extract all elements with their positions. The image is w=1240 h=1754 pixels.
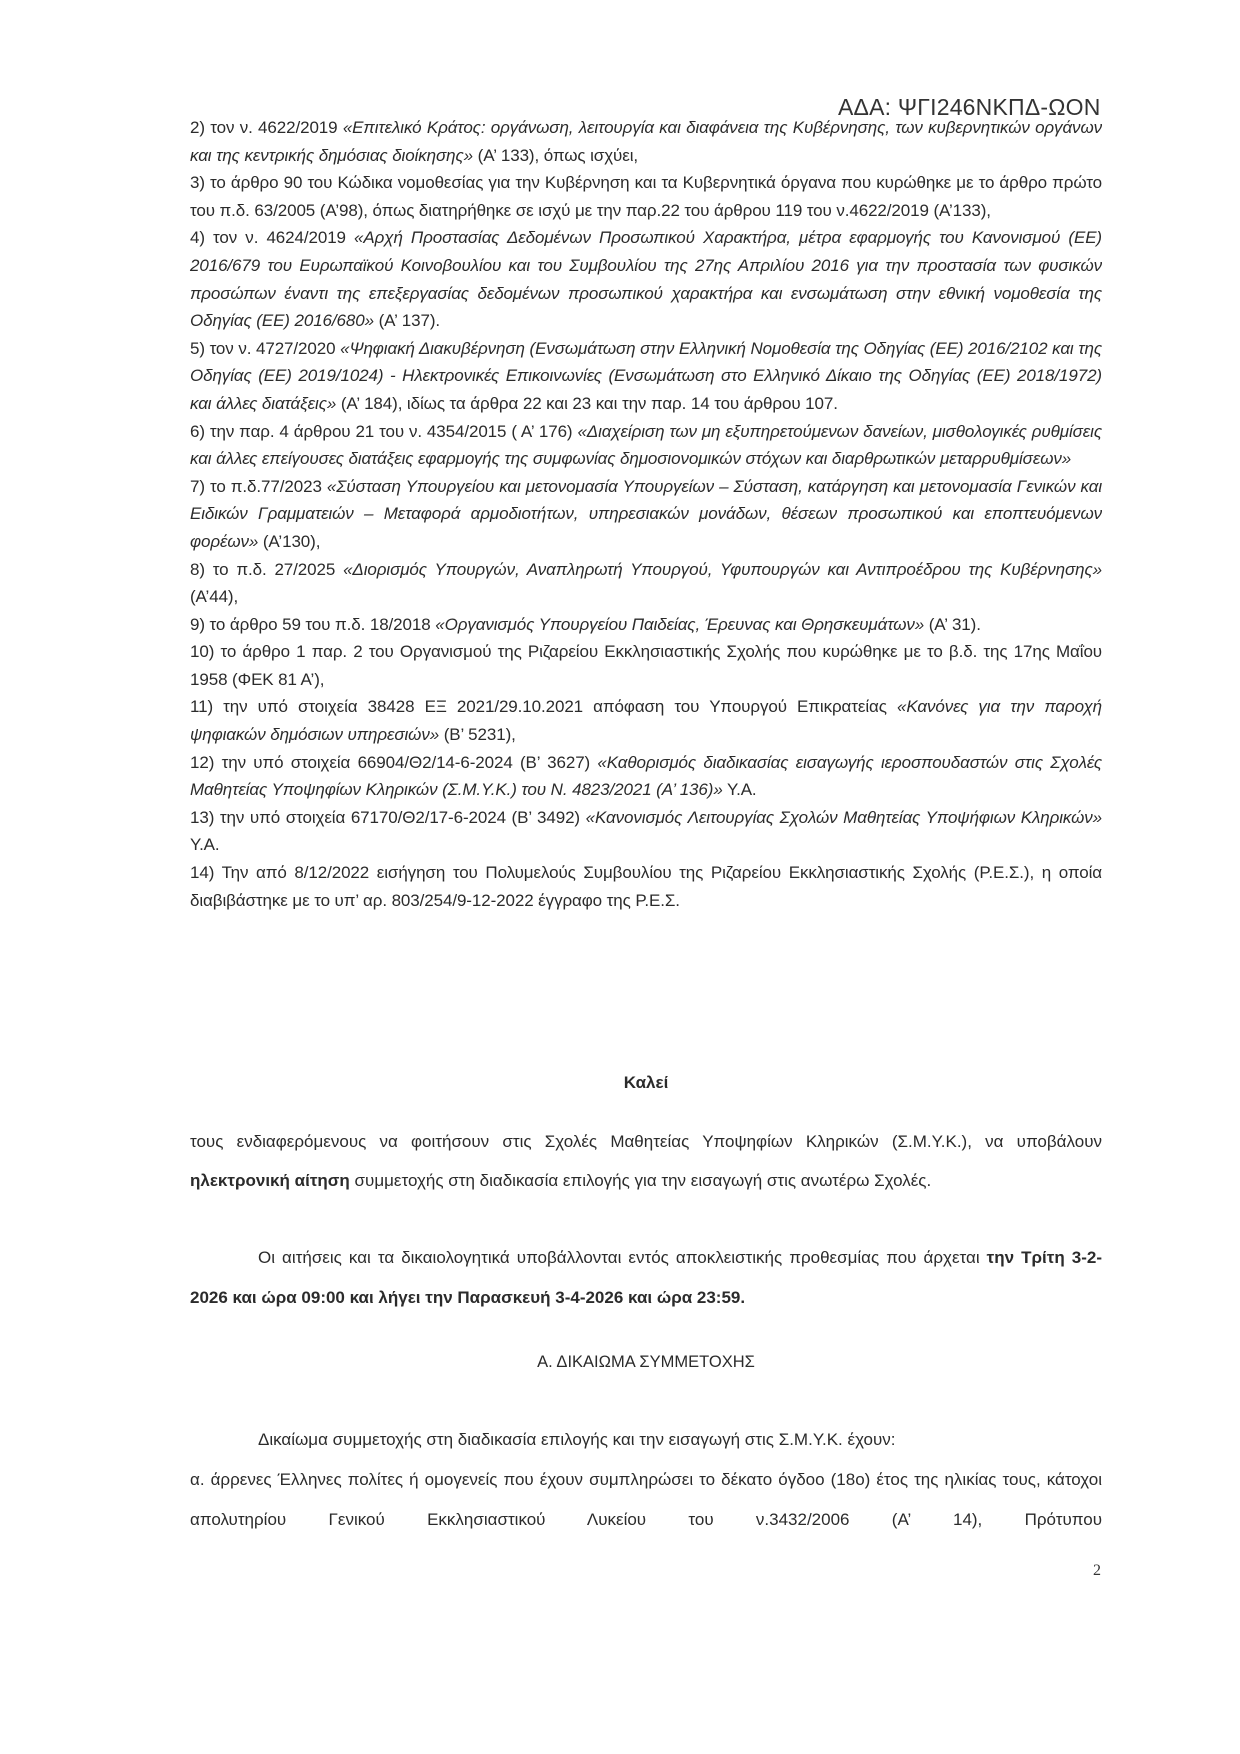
- reference-number: 11): [190, 697, 214, 717]
- reference-item: [190, 638, 1102, 693]
- reference-number: 5): [190, 338, 205, 358]
- reference-title: «Επιτελικό Κράτος: οργάνωση, λειτουργία και διαφάνεια της Κυβέρνησης, των κυβερνητικών οργάνων και της κεντρικής δημόσιας διοίκησης»: [190, 118, 1102, 165]
- reference-suffix: (Α’ 31).: [924, 614, 981, 634]
- page-number: 2: [1093, 1562, 1101, 1579]
- reference-number: 6): [190, 421, 205, 441]
- reference-number: 2): [190, 118, 205, 137]
- reference-item: [190, 749, 1102, 804]
- reference-text: τον ν. 4622/2019: [210, 118, 343, 137]
- deadline-dates: την Τρίτη 3-2-2026 και ώρα 09:00 και λήγει την Παρασκευή 3-4-2026 και ώρα 23:59.: [190, 1248, 1102, 1307]
- call-text-start: τους ενδιαφερόμενους να φοιτήσουν στις Σχολές Μαθητείας Υποψηφίων Κληρικών (Σ.Μ.Υ.Κ.), να υποβάλουν: [190, 1132, 1102, 1151]
- reference-title: «Οργανισμός Υπουργείου Παιδείας, Έρευνας και Θρησκευμάτων»: [435, 614, 925, 634]
- reference-title: «Αρχή Προστασίας Δεδομένων Προσωπικού Χαρακτήρα, μέτρα εφαρμογής του Κανονισμού (ΕΕ) 2016/679 του Ευρωπαϊκού Κοινοβουλίου και του Συμβουλίου της 27ης Απριλίου 2016 για την προστασία των φυσικών προσώπων έναντι της επεξεργασίας δεδομένων προσωπικού χαρακτήρα και ενσωμάτωση στην εθνική νομοθεσία της Οδηγίας (ΕΕ) 2016/680»: [190, 228, 1102, 331]
- reference-number: 9): [190, 614, 205, 634]
- call-heading: Καλεί: [623, 1073, 669, 1092]
- reference-text: το π.δ. 27/2025: [212, 559, 344, 579]
- rights-intro: Δικαίωμα συμμετοχής στη διαδικασία επιλογής και την εισαγωγή στις Σ.Μ.Υ.Κ. έχουν:: [258, 1430, 896, 1449]
- reference-item: [190, 693, 1102, 748]
- reference-item: [190, 114, 1102, 169]
- reference-title: «Διαχείριση των μη εξυπηρετούμενων δανείων, μισθολογικές ρυθμίσεις και άλλες επείγουσες διατάξεις εφαρμογής της συμφωνίας δημοσιονομικών στόχων και διαρθρωτικών μεταρρυθμίσεων»: [190, 421, 1103, 469]
- reference-text: την υπό στοιχεία 67170/Θ2/17-6-2024 (Β’ 3492): [219, 807, 586, 827]
- reference-suffix: Υ.Α.: [190, 835, 220, 855]
- reference-suffix: (Α’130),: [258, 531, 321, 551]
- reference-number: 8): [190, 559, 205, 579]
- reference-number: 12): [190, 752, 215, 772]
- reference-number: 10): [190, 642, 215, 662]
- deadline-text: [190, 1238, 1102, 1318]
- reference-item: [190, 859, 1102, 914]
- reference-number: 3): [190, 173, 205, 193]
- reference-text: το άρθρο 90 του Κώδικα νομοθεσίας για την Κυβέρνηση και τα Κυβερνητικά όργανα που κυρώθηκε με το άρθρο πρώτο του π.δ. 63/2005 (Α’98), όπως διατηρήθηκε σε ισχύ με την παρ.22 του άρθρου 119 του ν.4622/2019 (Α’133),: [190, 173, 1102, 220]
- reference-suffix: (Α’44),: [190, 587, 239, 607]
- reference-title: «Καθορισμός διαδικασίας εισαγωγής ιεροσπουδαστών στις Σχολές Μαθητείας Υποψηφίων Κληρικών (Σ.Μ.Υ.Κ.) του Ν. 4823/2021 (Α’ 136)»: [190, 752, 1102, 800]
- section-a-heading: Α. ΔΙΚΑΙΩΜΑ ΣΥΜΜΕΤΟΧΗΣ: [537, 1353, 755, 1371]
- reference-text: το π.δ.77/2023: [210, 476, 327, 496]
- reference-suffix: (Α’ 137).: [373, 311, 441, 331]
- reference-number: 4): [190, 228, 205, 248]
- reference-suffix: (Α’ 133), όπως ισχύει,: [473, 145, 638, 165]
- reference-title: «Κανόνες για την παροχή ψηφιακών δημόσιων υπηρεσιών»: [190, 697, 1103, 745]
- reference-item: [190, 169, 1102, 224]
- reference-item: [190, 804, 1102, 859]
- reference-item: [190, 473, 1102, 556]
- call-paragraph: [190, 1122, 1102, 1200]
- legal-references-list: [190, 114, 1102, 914]
- reference-text: Την από 8/12/2022 εισήγηση του Πολυμελούς Συμβουλίου της Ριζαρείου Εκκλησιαστικής Σχολής (Ρ.Ε.Σ.), η οποία διαβιβάστηκε με το υπ’ αρ. 803/254/9-12-2022 έγγραφο της Ρ.Ε.Σ.: [190, 863, 1102, 910]
- reference-number: 14): [190, 863, 215, 883]
- reference-item: [190, 611, 1102, 639]
- reference-title: «Διορισμός Υπουργών, Αναπληρωτή Υπουργού, Υφυπουργών και Αντιπροέδρου της Κυβέρνησης»: [343, 559, 1102, 579]
- reference-suffix: (Α’ 184), ιδίως τα άρθρα 22 και 23 και την παρ. 14 του άρθρου 107.: [336, 393, 838, 413]
- reference-text: το άρθρο 59 του π.δ. 18/2018: [209, 614, 436, 634]
- reference-item: [190, 418, 1102, 473]
- reference-suffix: Υ.Α.: [722, 780, 757, 800]
- reference-text: τον ν. 4727/2020: [209, 338, 341, 358]
- rights-item-a: α. άρρενες Έλληνες πολίτες ή ομογενείς που έχουν συμπληρώσει το δέκατο όγδοο (18ο) έτος της ηλικίας τους, κάτοχοι απολυτηρίου Γενικού Εκκλησιαστικού Λυκείου του ν.3432/2006 (Α’ 14), Πρότυπου: [190, 1470, 1102, 1529]
- reference-number: 7): [190, 476, 205, 496]
- reference-text: το άρθρο 1 παρ. 2 του Οργανισμού της Ριζαρείου Εκκλησιαστικής Σχολής που κυρώθηκε με το β.δ. της 17ης Μαΐου 1958 (ΦΕΚ 81 Α’),: [190, 642, 1103, 689]
- participation-rights: [190, 1420, 1102, 1540]
- reference-item: [190, 224, 1102, 334]
- reference-text: την υπό στοιχεία 66904/Θ2/14-6-2024 (Β’ 3627): [221, 752, 598, 772]
- reference-suffix: (Β’ 5231),: [439, 725, 516, 745]
- deadline-paragraph: [190, 1238, 1102, 1318]
- reference-title: «Σύσταση Υπουργείου και μετονομασία Υπουργείων – Σύσταση, κατάργηση και μετονομασία Γενικών και Ειδικών Γραμματειών – Μεταφορά αρμοδιοτήτων, υπηρεσιακών μονάδων, θέσεων προσωπικού και εποπτευόμενων φορέων»: [190, 476, 1103, 551]
- reference-title: «Ψηφιακή Διακυβέρνηση (Ενσωμάτωση στην Ελληνική Νομοθεσία της Οδηγίας (ΕΕ) 2016/2102 και της Οδηγίας (ΕΕ) 2019/1024) - Ηλεκτρονικές Επικοινωνίες (Ενσωμάτωση στο Ελληνικό Δίκαιο της Οδηγίας (ΕΕ) 2018/1972) και άλλες διατάξεις»: [190, 338, 1102, 413]
- deadline-text-start: Οι αιτήσεις και τα δικαιολογητικά υποβάλλονται εντός αποκλειστικής προθεσμίας που άρχεται: [258, 1248, 987, 1267]
- call-text-end: συμμετοχής στη διαδικασία επιλογής για την εισαγωγή στις ανωτέρω Σχολές.: [349, 1171, 932, 1190]
- reference-text: την παρ. 4 άρθρου 21 του ν. 4354/2015 ( Α’ 176): [209, 421, 578, 441]
- reference-item: [190, 556, 1102, 611]
- ada-document-id: ΑΔΑ: ΨΓΙ246ΝΚΠΔ-ΩΟΝ: [838, 94, 1101, 120]
- reference-number: 13): [190, 807, 215, 827]
- reference-text: την υπό στοιχεία 38428 ΕΞ 2021/29.10.2021 απόφαση του Υπουργού Επικρατείας: [223, 697, 898, 717]
- call-text: [190, 1122, 1102, 1200]
- reference-title: «Κανονισμός Λειτουργίας Σχολών Μαθητείας Υποψήφιων Κληρικών»: [585, 807, 1102, 827]
- electronic-application-emphasis: ηλεκτρονική αίτηση: [190, 1171, 350, 1190]
- reference-text: τον ν. 4624/2019: [213, 228, 355, 248]
- reference-item: [190, 335, 1102, 418]
